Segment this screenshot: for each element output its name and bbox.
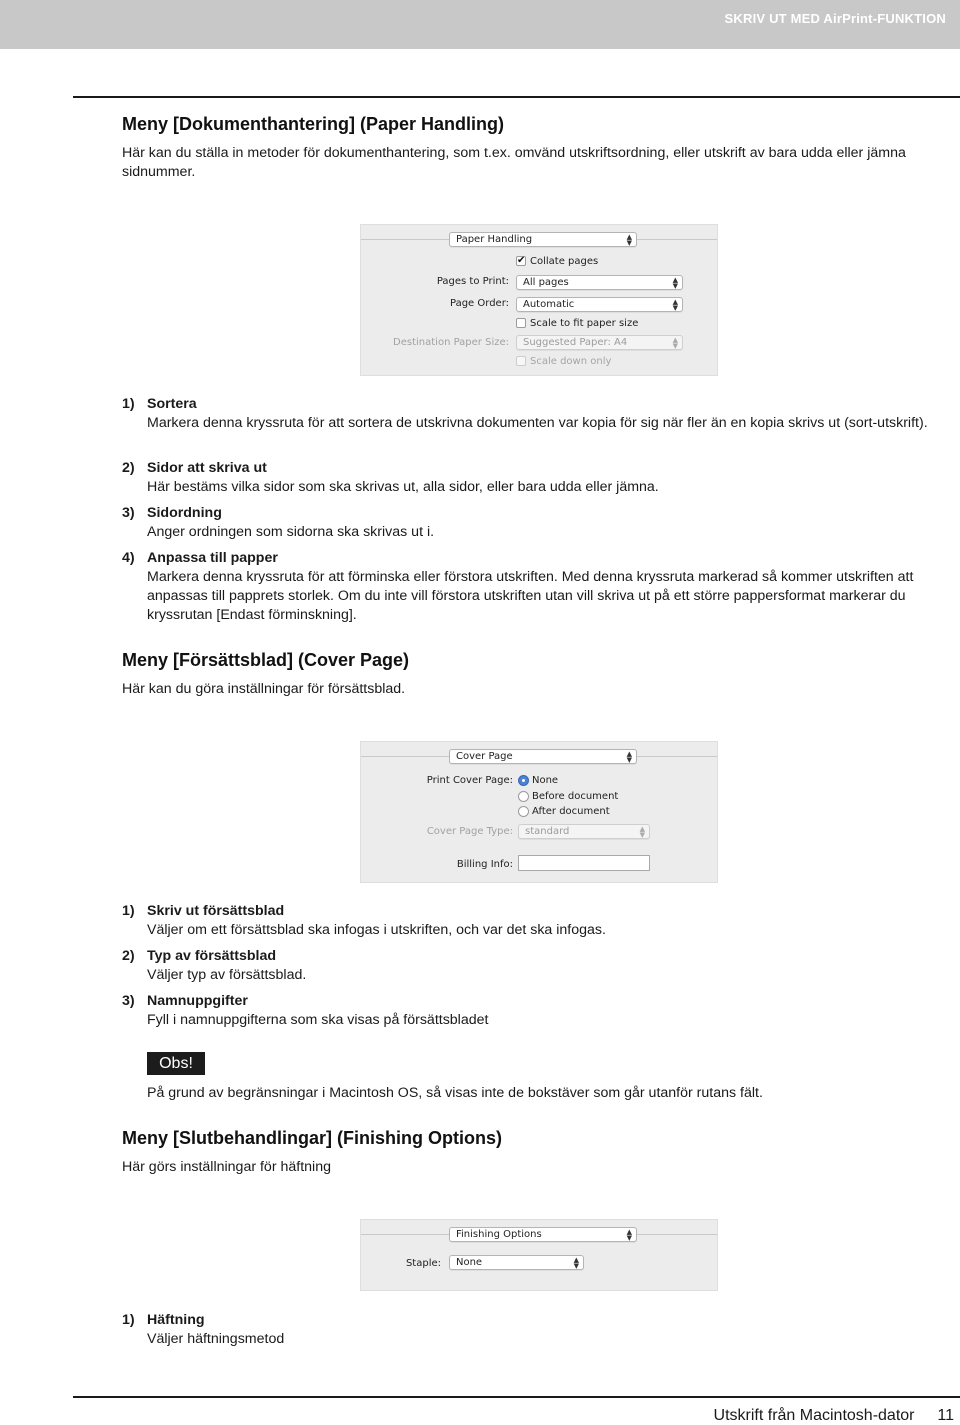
finishing-dialog xyxy=(360,1219,718,1291)
updown-arrows-icon: ▲ ▼ xyxy=(672,298,678,312)
collate-label: Collate pages xyxy=(530,256,599,267)
scale-to-fit-label: Scale to fit paper size xyxy=(530,318,639,329)
list-item: 1) Häftning Väljer häftningsmetod xyxy=(122,1312,285,1347)
header-title: SKRIV UT MED AirPrint-FUNKTION xyxy=(724,11,946,26)
scale-to-fit-checkbox[interactable] xyxy=(516,318,526,328)
staple-label: Staple: xyxy=(405,1258,441,1269)
updown-arrows-icon: ▲ ▼ xyxy=(626,1228,632,1242)
cover-page-heading: Meny [Försättsblad] (Cover Page) xyxy=(122,650,410,670)
note-text: På grund av begränsningar i Macintosh OS, så visas inte de bokstäver som går utanför rutans fält. xyxy=(147,1085,763,1101)
cover-page-type-label: Cover Page Type: xyxy=(426,826,513,837)
paper-handling-intro: Här kan du ställa in metoder för dokumenthantering, som t.ex. omvänd utskriftsordning, eller utskrift av bara udda eller jämna sidnummer. xyxy=(122,145,906,180)
list-item: 2) Typ av försättsblad Väljer typ av försättsblad. xyxy=(122,948,307,983)
cover-page-menu-popup[interactable]: Cover Page ▲ ▼ xyxy=(449,749,637,764)
header-bar xyxy=(0,0,960,49)
billing-info-label: Billing Info: xyxy=(456,859,513,870)
paper-handling-heading: Meny [Dokumenthantering] (Paper Handling) xyxy=(122,114,505,134)
note-badge: Obs! xyxy=(147,1052,205,1075)
finishing-intro: Här görs inställningar för häftning xyxy=(122,1159,331,1175)
radio-after-document[interactable] xyxy=(518,806,529,817)
page-number: 11 xyxy=(937,1407,954,1424)
radio-before-label: Before document xyxy=(532,791,619,802)
footer-title: Utskrift från Macintosh-dator xyxy=(713,1407,915,1424)
top-rule xyxy=(73,96,960,98)
cover-page-type-popup[interactable]: standard ▲ ▼ xyxy=(518,824,650,839)
footer xyxy=(714,1407,954,1425)
radio-after-label: After document xyxy=(532,806,610,817)
updown-arrows-icon: ▲ ▼ xyxy=(672,276,678,290)
list-item: 4) Anpassa till papper Markera denna kryssruta för att förminska eller förstora utskriften. Med denna kryssruta markerad så kommer utskriften att anpassas till papprets storlek. Om du inte vill förstora utskriften utan vill skriva ut på ett större pappersformat markerar du kryssrutan [Endast förminskning]. xyxy=(122,550,914,623)
list-item: 2) Sidor att skriva ut Här bestäms vilka sidor som ska skrivas ut, alla sidor, eller bara udda eller jämna. xyxy=(122,460,659,495)
print-cover-page-label: Print Cover Page: xyxy=(426,775,513,786)
bottom-rule xyxy=(73,1396,960,1398)
list-item: 1) Skriv ut försättsblad Väljer om ett försättsblad ska infogas i utskriften, och var det ska infogas. xyxy=(122,903,606,938)
destination-paper-size-label: Destination Paper Size: xyxy=(393,337,509,348)
scale-down-checkbox[interactable] xyxy=(516,356,526,366)
cover-page-dialog xyxy=(360,741,718,883)
destination-paper-size-popup[interactable]: Suggested Paper: A4 ▲ ▼ xyxy=(516,335,683,350)
list-item: 3) Namnuppgifter Fyll i namnuppgifterna som ska visas på försättsbladet xyxy=(122,993,489,1028)
page-order-label: Page Order: xyxy=(450,298,509,309)
paper-handling-menu-popup[interactable]: Paper Handling ▲ ▼ xyxy=(449,232,637,247)
radio-none-label: None xyxy=(532,775,559,786)
updown-arrows-icon: ▲ ▼ xyxy=(573,1256,579,1270)
collate-checkbox[interactable]: ✔ xyxy=(517,255,526,266)
radio-none[interactable] xyxy=(518,775,529,786)
billing-info-field[interactable] xyxy=(518,855,650,871)
radio-before-document[interactable] xyxy=(518,791,529,802)
list-item: 1) Sortera Markera denna kryssruta för att sortera de utskrivna dokumenten var kopia för sig när fler än en kopia skrivs ut (sort-utskrift). xyxy=(122,396,928,431)
updown-arrows-icon: ▲ ▼ xyxy=(626,233,632,247)
updown-arrows-icon: ▲ ▼ xyxy=(626,750,632,764)
finishing-menu-popup[interactable]: Finishing Options ▲ ▼ xyxy=(449,1227,637,1242)
page-order-popup[interactable]: Automatic ▲ ▼ xyxy=(516,297,683,312)
finishing-heading: Meny [Slutbehandlingar] (Finishing Options) xyxy=(122,1128,502,1148)
scale-down-label: Scale down only xyxy=(530,356,612,367)
cover-page-intro: Här kan du göra inställningar för försättsblad. xyxy=(122,681,406,697)
staple-popup[interactable]: None ▲ ▼ xyxy=(449,1255,584,1270)
pages-to-print-label: Pages to Print: xyxy=(436,276,509,287)
list-item: 3) Sidordning Anger ordningen som sidorna ska skrivas ut i. xyxy=(122,505,435,540)
pages-to-print-popup[interactable]: All pages ▲ ▼ xyxy=(516,275,683,290)
updown-arrows-icon: ▲ ▼ xyxy=(672,336,678,350)
updown-arrows-icon: ▲ ▼ xyxy=(639,825,645,839)
paper-handling-dialog xyxy=(360,224,718,376)
